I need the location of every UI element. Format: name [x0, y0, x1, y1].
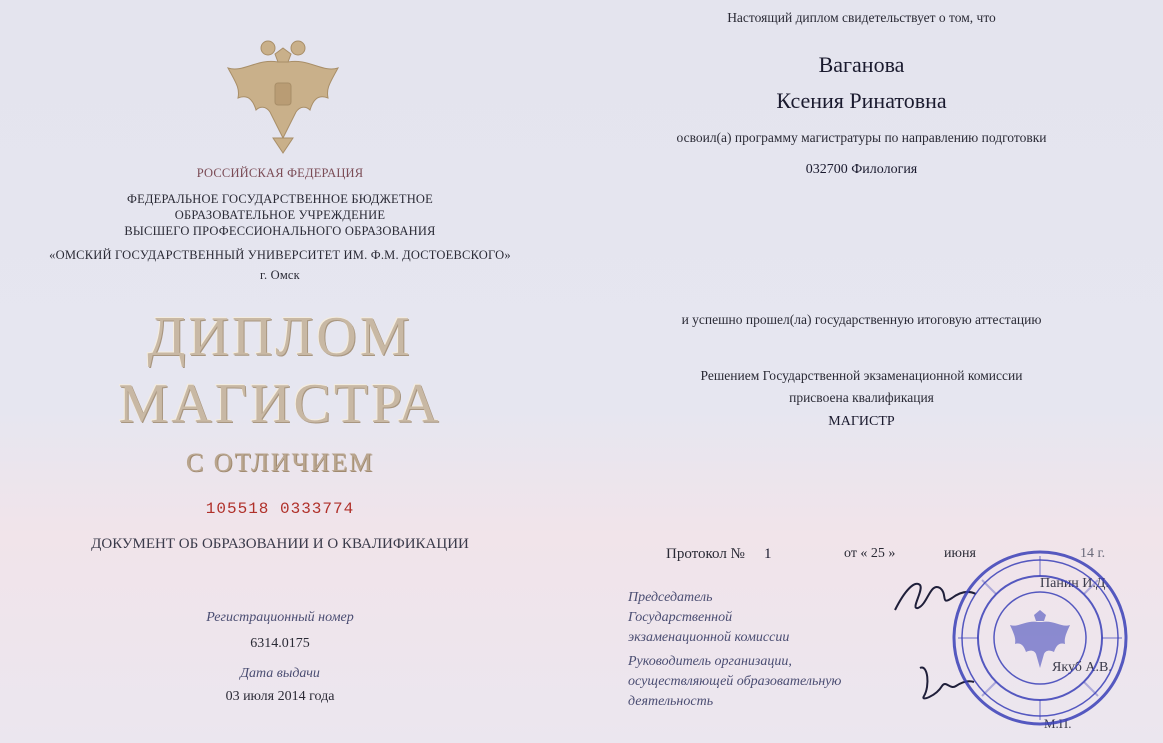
head-name: Якуб А.В. [1052, 660, 1112, 675]
title-honors: С ОТЛИЧИЕМ [185, 448, 375, 477]
title-diploma: ДИПЛОМ [147, 306, 413, 368]
org-line-2: ОБРАЗОВАТЕЛЬНОЕ УЧРЕЖДЕНИЕ [174, 208, 386, 222]
stamp-place-label: М.П. [1044, 716, 1072, 731]
protocol-month: июня [944, 546, 976, 561]
diploma-left-page [0, 0, 560, 743]
decision-line-2: присвоена квалификация [789, 390, 934, 405]
registration-number: 6314.0175 [250, 636, 310, 651]
org-line-4: «ОМСКИЙ ГОСУДАРСТВЕННЫЙ УНИВЕРСИТЕТ ИМ. Ф.М. ДОСТОЕВСКОГО» [49, 248, 511, 262]
decision-line-1: Решением Государственной экзаменационной комиссии [700, 368, 1023, 383]
program-name: 032700 Филология [805, 162, 918, 177]
serial-number: 105518 0333774 [205, 500, 355, 518]
issue-date-label: Дата выдачи [240, 666, 320, 681]
protocol-label: Протокол № [666, 546, 745, 562]
issue-date: 03 июля 2014 года [225, 689, 335, 704]
program-text: освоил(а) программу магистратуры по направлению подготовки [676, 130, 1047, 145]
coat-of-arms-emblem [218, 28, 348, 158]
chair-line-2: Государственной [628, 610, 733, 625]
registration-label: Регистрационный номер [206, 610, 354, 625]
qualification: МАГИСТР [828, 414, 895, 429]
protocol-number: 1 [764, 546, 772, 562]
surname: Ваганова [818, 52, 905, 77]
chair-name: Панин И.Д. [1040, 576, 1109, 591]
org-line-1: ФЕДЕРАЛЬНОЕ ГОСУДАРСТВЕННОЕ БЮДЖЕТНОЕ [127, 192, 433, 206]
given-names: Ксения Ринатовна [776, 88, 947, 113]
attestation-text: и успешно прошел(ла) государственную итоговую аттестацию [681, 312, 1042, 327]
org-line-3: ВЫСШЕГО ПРОФЕССИОНАЛЬНОГО ОБРАЗОВАНИЯ [124, 224, 436, 238]
title-master: МАГИСТРА [118, 373, 442, 435]
chair-line-1: Председатель [628, 590, 713, 605]
head-line-3: деятельность [628, 694, 714, 709]
head-line-1: Руководитель организации, [628, 654, 792, 669]
intro-text: Настоящий диплом свидетельствует о том, что [727, 10, 996, 25]
protocol-date-day: от « 25 » [844, 546, 896, 561]
country-label: РОССИЙСКАЯ ФЕДЕРАЦИЯ [196, 166, 364, 180]
city-label: г. Омск [260, 268, 300, 282]
protocol-year: 14 г. [1080, 546, 1106, 561]
chair-line-3: экзаменационной комиссии [628, 630, 790, 645]
head-line-2: осуществляющей образовательную [628, 674, 842, 689]
document-type: ДОКУМЕНТ ОБ ОБРАЗОВАНИИ И О КВАЛИФИКАЦИИ [91, 536, 469, 552]
official-seal-stamp [950, 548, 1130, 728]
